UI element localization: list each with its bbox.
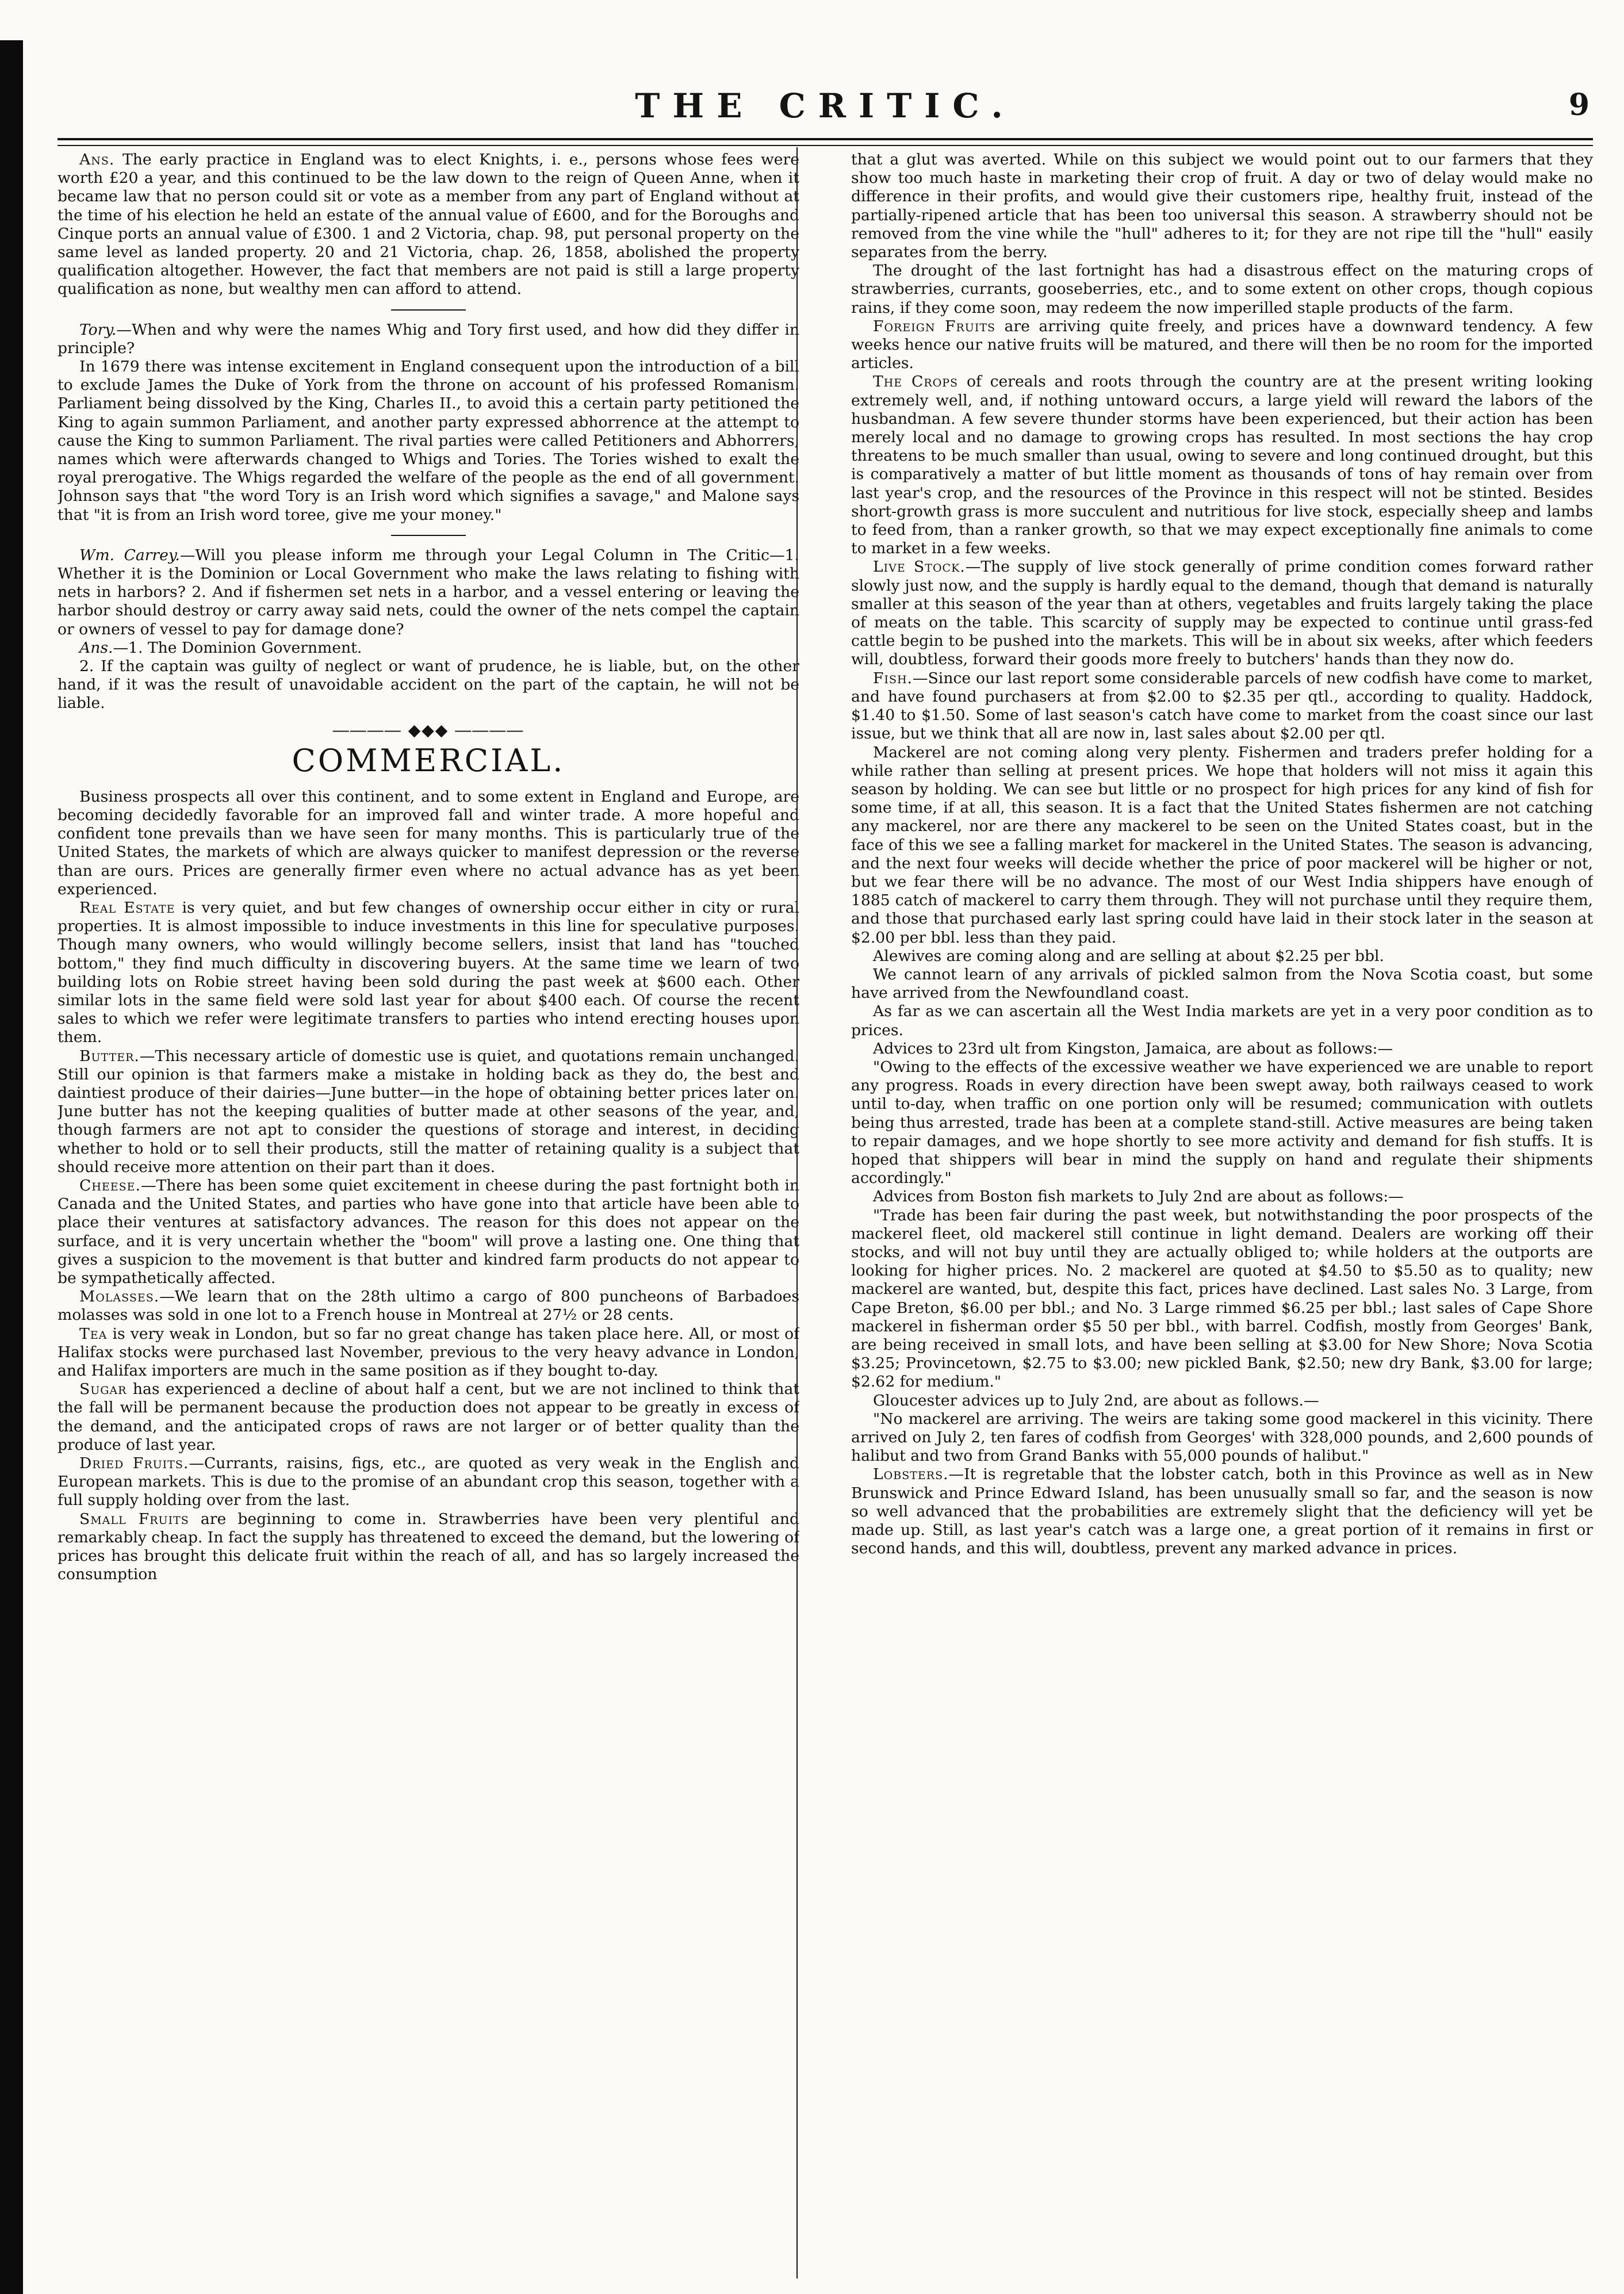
paragraph-west-india: As far as we can ascertain all the West India markets are yet in a very poor condition as to prices. xyxy=(851,1002,1593,1039)
question-fishing-nets: Wm. Carrey.—Will you please inform me through your Legal Column in The Critic—1. Whether it is the Dominion or Local Government who make the laws relating to fishing with nets in harbors? 2. And if fishermen set nets in a harbor, and a vessel entering or leaving the harbor should destroy or carry away said nets, could the owner of the nets compel the captain or owners of vessel to pay for damage done? xyxy=(58,546,799,638)
paragraph-sugar: Sugar has experienced a decline of about half a cent, but we are not inclined to think that the fall will be permanent because the production does not appear to be greatly in excess of the demand, and the anticipated crops of raws are not larger or of better quality than the produce of last year. xyxy=(58,1380,799,1454)
paragraph-live-stock: Live Stock.—The supply of live stock generally of prime condition comes forward rather slowly just now, and the supply is hardly equal to the demand, though that demand is naturally smaller at this season of the year than at others, vegetables and fruits largely taking the place of meats on the table. This scarcity of supply may be expected to continue until grass-fed cattle begin to be pushed into the markets. This will be in about six weeks, after which feeders will, doubtless, forward their goods more freely to butchers' hands than they now do. xyxy=(851,558,1593,669)
paragraph-drought: The drought of the last fortnight has had a disastrous effect on the maturing crops of strawberries, currants, gooseberries, etc., and to some extent on other crops, though copious rains, if they come soon, may redeem the now imperilled staple products of the farm. xyxy=(851,262,1593,317)
answer-fishing-1: Ans.—1. The Dominion Government. xyxy=(79,638,362,657)
paragraph-crops: The Crops of cereals and roots through the country are at the present writing looking extremely well, and, if nothing untoward occurs, a large yield will reward the labors of the husbandman. A few severe thunder storms have been experienced, but their action has been merely local and no damage to growing crops has resulted. In most sections the hay crop threatens to be much smaller than usual, owing to severe and long continued drought, but this is comparatively a matter of but little moment as thousands of tons of hay remain over from last year's crop, and the resources of the Province in this respect will not be stinted. Besides short-growth grass is more succulent and nutritious for live stock, especially sheep and lambs to feed from, than a ranker growth, so that we may expect exceptionally fine animals to come to market in a few weeks. xyxy=(851,373,1593,558)
header-rule-thin xyxy=(58,145,1593,146)
paragraph-dried-fruits: Dried Fruits.—Currants, raisins, figs, etc., are quoted as very weak in the English and European markets. This is due to the promise of an abundant crop this season, together with a full supply holding over from the last. xyxy=(58,1454,799,1510)
paragraph-kingston: Advices to 23rd ult from Kingston, Jamaica, are about as follows:— xyxy=(873,1039,1393,1058)
right-column xyxy=(851,151,1593,2278)
paragraph-real-estate: Real Estate is very quiet, and but few changes of ownership occur either in city or rural properties. It is almost impossible to induce investments in this line for speculative purposes. Though many owners, who would willingly become sellers, insist that land has "touched bottom," they find much difficulty in discovering buyers. At the same time we learn of two building lots on Robie street having been sold during the past week at $600 each. Other similar lots in the same field were sold last year for about $400 each. Of course the recent sales to which we refer were legitimate transfers to parties who intend erecting houses upon them. xyxy=(58,898,799,1047)
masthead-title: THE CRITIC. xyxy=(635,86,1016,125)
paragraph-small-fruits-cont: that a glut was averted. While on this subject we would point out to our farmers that they show too much haste in marketing their crop of fruit. A day or two of delay would make no difference in their profits, and would give their customers ripe, healthy fruit, instead of the partially-ripened article that has been too universal this season. A strawberry should not be removed from the vine while the "hull" adheres to it; for they are not ripe till the "hull" easily separates from the berry. xyxy=(851,151,1593,262)
paragraph-mackerel: Mackerel are not coming along very plenty. Fishermen and traders prefer holding for a while rather than selling at present prices. We hope that holders will not miss it again this season by holding. We can see but little or no prospect for high prices for any kind of fish for some time, if at all, this season. It is a fact that the United States fishermen are not catching any mackerel, nor are there any mackerel to be seen on the United States coast, but in the face of this we see a falling market for mackerel in the United States. The season is advancing, and the next four weeks will decide whether the price of poor mackerel will be higher or not, but we fear there will be no advance. The most of our West India shippers have enough of 1885 catch of mackerel to carry them through. They will not purchase until they require them, and those that purchased early last spring could have laid in their stock later in the season at $2.00 per bbl. less than they paid. xyxy=(851,743,1593,947)
paragraph-lobsters: Lobsters.—It is regretable that the lobster catch, both in this Province as well as in New Brunswick and Prince Edward Island, has been unusually small so far, and the season is now so well advanced that the probabilities are extremely slight that the deficiency will yet be made up. Still, as last year's catch was a large one, a great portion of it remains in first or second hands, and this will, doubtless, prevent any marked advance in prices. xyxy=(851,1465,1593,1558)
paragraph-salmon: We cannot learn of any arrivals of pickled salmon from the Nova Scotia coast, but some have arrived from the Newfoundland coast. xyxy=(851,965,1593,1002)
answer-elections: Ans. The early practice in England was to elect Knights, i. e., persons whose fees were worth £20 a year, and this continued to be the law down to the reign of Queen Anne, when it became law that no person could sit or vote as a member from any part of England without at the time of his election he held an estate of the annual value of £600, and for the Boroughs and Cinque ports an annual value of £300. 1 and 2 Victoria, chap. 98, put personal property on the same level as landed property. 20 and 21 Victoria, chap. 26, 1858, abolished the property qualification altogether. However, the fact that members are not paid is still a large property qualification as none, but wealthy men can afford to attend. xyxy=(58,151,799,298)
paragraph-molasses: Molasses.—We learn that on the 28th ultimo a cargo of 800 puncheons of Barbadoes molasses was sold in one lot to a French house in Montreal at 27½ or 28 cents. xyxy=(58,1288,799,1324)
paragraph-fish: Fish.—Since our last report some considerable parcels of new codfish have come to market, and have found purchasers at from $2.00 to $2.35 per qtl., according to quality. Haddock, $1.40 to $1.50. Some of last season's catch have come to market from the coast since our last issue, but we think that all are now in, last sales about $2.00 per qtl. xyxy=(851,669,1593,743)
quote-kingston: "Owing to the effects of the excessive weather we have experienced we are unable to report any progress. Roads in every direction have been swept away, both railways ceased to work until to-day, when traffic on one portion only will be resumed; communication with outlets being thus arrested, trade has been at a complete stand-still. Active measures are being taken to repair damages, and we hope shortly to see more activity and demand for fish stuffs. It is hoped that shippers will bear in mind the supply on hand and regulate their shipments accordingly." xyxy=(851,1058,1593,1188)
paragraph-alewives: Alewives are coming along and are selling at about $2.25 per bbl. xyxy=(873,947,1384,965)
paragraph-tea: Tea is very weak in London, but so far no great change has taken place here. All, or most of Halifax stocks were purchased last November, previous to the very heavy advance in London, and Halifax importers are much in the same position as if they bought to-day. xyxy=(58,1324,799,1380)
paragraph-small-fruits: Small Fruits are beginning to come in. Strawberries have been very plentiful and remarkably cheap. In fact the supply has threatened to exceed the demand, but the lowering of prices has brought this delicate fruit within the reach of all, and has so largely increased the consumption xyxy=(58,1510,799,1584)
paragraph-butter: Butter.—This necessary article of domestic use is quiet, and quotations remain unchanged. Still our opinion is that farmers make a mistake in holding back as they do, the best and daintiest produce of their dairies—June butter—in the hope of obtaining better prices later on. June butter has not the keeping qualities of butter made at other seasons of the year, and, though farmers are not apt to consider the questions of storage and interest, in deciding whether to hold or to sell their products, still the matter of retaining quality is a subject that should receive more attention on their part than it does. xyxy=(58,1047,799,1176)
question-whig-tory: Tory.—When and why were the names Whig and Tory first used, and how did they differ in principle? xyxy=(58,320,799,357)
page-number: 9 xyxy=(1568,87,1589,122)
section-ornament: ―――― ◆◆◆ ―――― xyxy=(332,720,524,740)
paragraph-foreign-fruits: Foreign Fruits are arriving quite freely, and prices have a downward tendency. A few weeks hence our native fruits will be matured, and there will then be no room for the imported articles. xyxy=(851,317,1593,373)
paragraph-cheese: Cheese.—There has been some quiet excitement in cheese during the past fortnight both in Canada and the United States, and parties who have gone into that article have been able to place their ventures at satisfactory advances. The reason for this does not appear on the surface, and it is very uncertain whether the "boom" will prove a lasting one. One thing that gives a suspicion to the movement is that butter and kindred farm products do not appear to be sympathetically affected. xyxy=(58,1176,799,1287)
paragraph-boston: Advices from Boston fish markets to July 2nd are about as follows:— xyxy=(873,1188,1404,1206)
quote-gloucester: "No mackerel are arriving. The weirs are taking some good mackerel in this vicinity. There arrived on July 2, ten fares of codfish from Georges' with 328,000 pounds, and 2,600 pounds of halibut and two from Grand Banks with 55,000 pounds of halibut." xyxy=(851,1410,1593,1465)
paragraph-business: Business prospects all over this continent, and to some extent in England and Europe, are becoming decidedly favorable for an improved fall and winter trade. A more hopeful and confident tone prevails than we have seen for many months. This is particularly true of the United States, the markets of which are always quicker to manifest depression or the reverse than are ours. Prices are generally firmer even where no actual advance has as yet been experienced. xyxy=(58,787,799,898)
left-column xyxy=(58,151,799,2278)
commercial-heading: COMMERCIAL. xyxy=(292,742,565,779)
answer-whig-tory: In 1679 there was intense excitement in England consequent upon the introduction of a bill to exclude James the Duke of York from the throne on account of his professed Romanism. Parliament being dissolved by the King, Charles II., to avoid this a certain party petitioned the King to again summon Parliament, and another party expressed abhorrence at the attempt to cause the King to summon Parliament. The rival parties were called Petitioners and Abhorrers, names which were afterwards changed to Whigs and Tories. The Tories wished to exalt the royal prerogative. The Whigs regarded the welfare of the people as the end of all government. Johnson says that "the word Tory is an Irish word which signifies a savage," and Malone says that "it is from an Irish word toree, give me your money." xyxy=(58,358,799,524)
section-rule xyxy=(391,309,466,311)
quote-boston: "Trade has been fair during the past week, but notwithstanding the poor prospects of the mackerel fleet, old mackerel still continue in light demand. Dealers are working off their stocks, and will not buy until they are actually obliged to; while holders at the outports are looking for higher prices. No. 2 mackerel are quoted at $4.50 to $5.50 as to quality; new mackerel are wanted, but, despite this fact, prices have declined. Last sales No. 3 Large, from Cape Breton, $6.00 per bbl.; and No. 3 Large rimmed $6.25 per bbl.; last sales of Cape Shore mackerel in fisherman order $5 50 per bbl., with barrel. Codfish, mostly from Georges' Bank, are being received in small lots, and have been selling at $3.00 for New Shore; Nova Scotia $3.25; Provincetown, $2.75 to $3.00; new pickled Bank, $2.50; new dry Bank, $3.00 for large; $2.62 for medium." xyxy=(851,1206,1593,1391)
scan-edge xyxy=(0,40,23,2294)
page-header xyxy=(58,86,1593,138)
answer-fishing-2: 2. If the captain was guilty of neglect or want of prudence, he is liable, but, on the other hand, if it was the result of unavoidable accident on the part of the captain, he will not be liable. xyxy=(58,657,799,713)
header-rule xyxy=(58,138,1593,140)
paragraph-gloucester: Gloucester advices up to July 2nd, are about as follows.— xyxy=(873,1391,1319,1410)
section-rule xyxy=(391,535,466,536)
